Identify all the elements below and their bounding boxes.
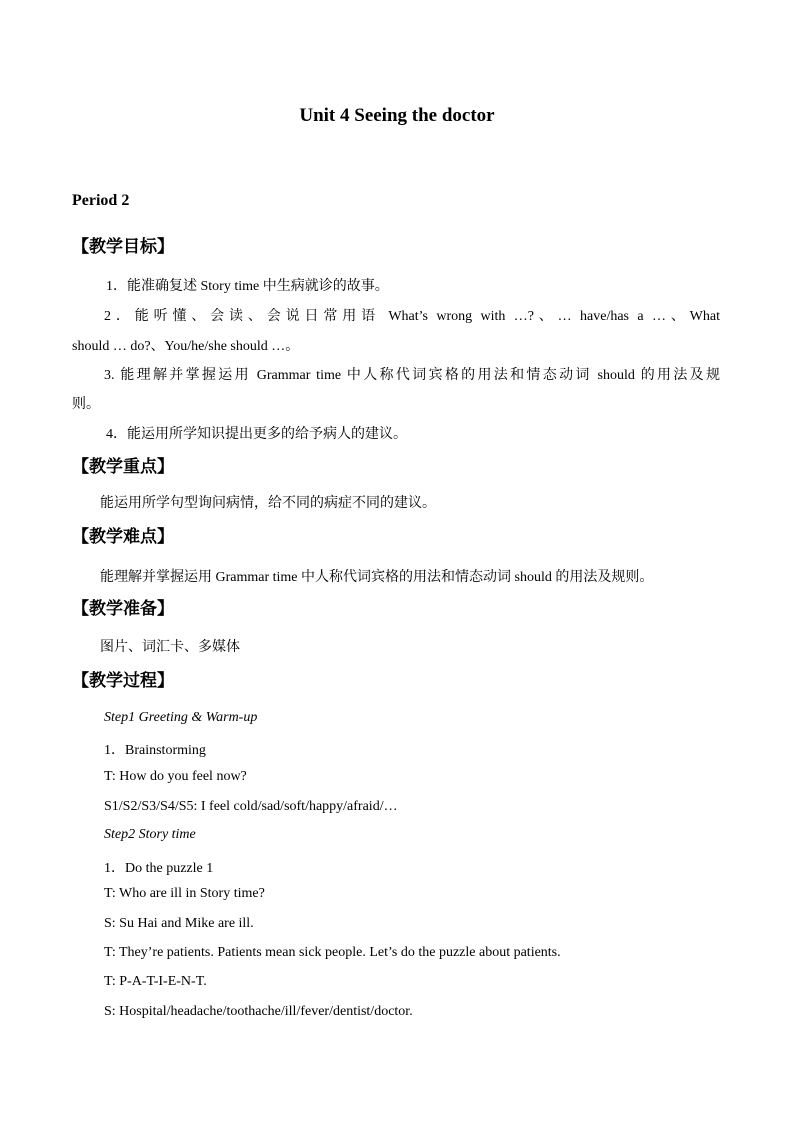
process-line: T: They’re patients. Patients mean sick people. Let’s do the puzzle about patients. bbox=[104, 945, 561, 960]
objective-item-2-line-1: 2．能听懂、会读、会说日常用语 What’s wrong with …?、… have/has a …、What bbox=[104, 309, 720, 324]
objective-item-4: 4．能运用所学知识提出更多的给予病人的建议。 bbox=[106, 427, 407, 442]
objective-item-2-line-2: should … do?、You/he/she should …。 bbox=[72, 339, 300, 354]
objective-item-3-line-1: 3. 能理解并掌握运用 Grammar time 中人称代词宾格的用法和情态动词 should 的用法及规 bbox=[104, 368, 720, 383]
key-points-text: 能运用所学句型询问病情，给不同的病症不同的建议。 bbox=[100, 496, 436, 511]
difficulties-text: 能理解并掌握运用 Grammar time 中人称代词宾格的用法和情态动词 should 的用法及规则。 bbox=[100, 570, 654, 585]
objective-item-3-line-2: 则。 bbox=[72, 397, 100, 412]
section-preparation: 【教学准备】 bbox=[72, 599, 174, 619]
objective-item-1: 1．能准确复述 Story time 中生病就诊的故事。 bbox=[106, 279, 389, 294]
process-line: S1/S2/S3/S4/S5: I feel cold/sad/soft/happy/afraid/… bbox=[104, 799, 398, 814]
process-line: S: Su Hai and Mike are ill. bbox=[104, 916, 254, 931]
process-line: T: Who are ill in Story time? bbox=[104, 886, 265, 901]
document-title: Unit 4 Seeing the doctor bbox=[299, 105, 495, 126]
section-objectives: 【教学目标】 bbox=[72, 237, 174, 257]
step2-item: 1．Do the puzzle 1 bbox=[104, 861, 214, 876]
section-difficulties: 【教学难点】 bbox=[72, 527, 174, 547]
section-key-points: 【教学重点】 bbox=[72, 457, 174, 477]
process-line: T: How do you feel now? bbox=[104, 769, 247, 784]
process-line: S: Hospital/headache/toothache/ill/fever/dentist/doctor. bbox=[104, 1004, 413, 1019]
process-line: T: P-A-T-I-E-N-T. bbox=[104, 974, 207, 989]
step2-heading: Step2 Story time bbox=[104, 827, 196, 842]
section-process: 【教学过程】 bbox=[72, 671, 174, 691]
step1-item: 1．Brainstorming bbox=[104, 743, 206, 758]
period-heading: Period 2 bbox=[72, 192, 130, 209]
step1-heading: Step1 Greeting & Warm-up bbox=[104, 710, 258, 725]
preparation-text: 图片、词汇卡、多媒体 bbox=[100, 640, 240, 655]
